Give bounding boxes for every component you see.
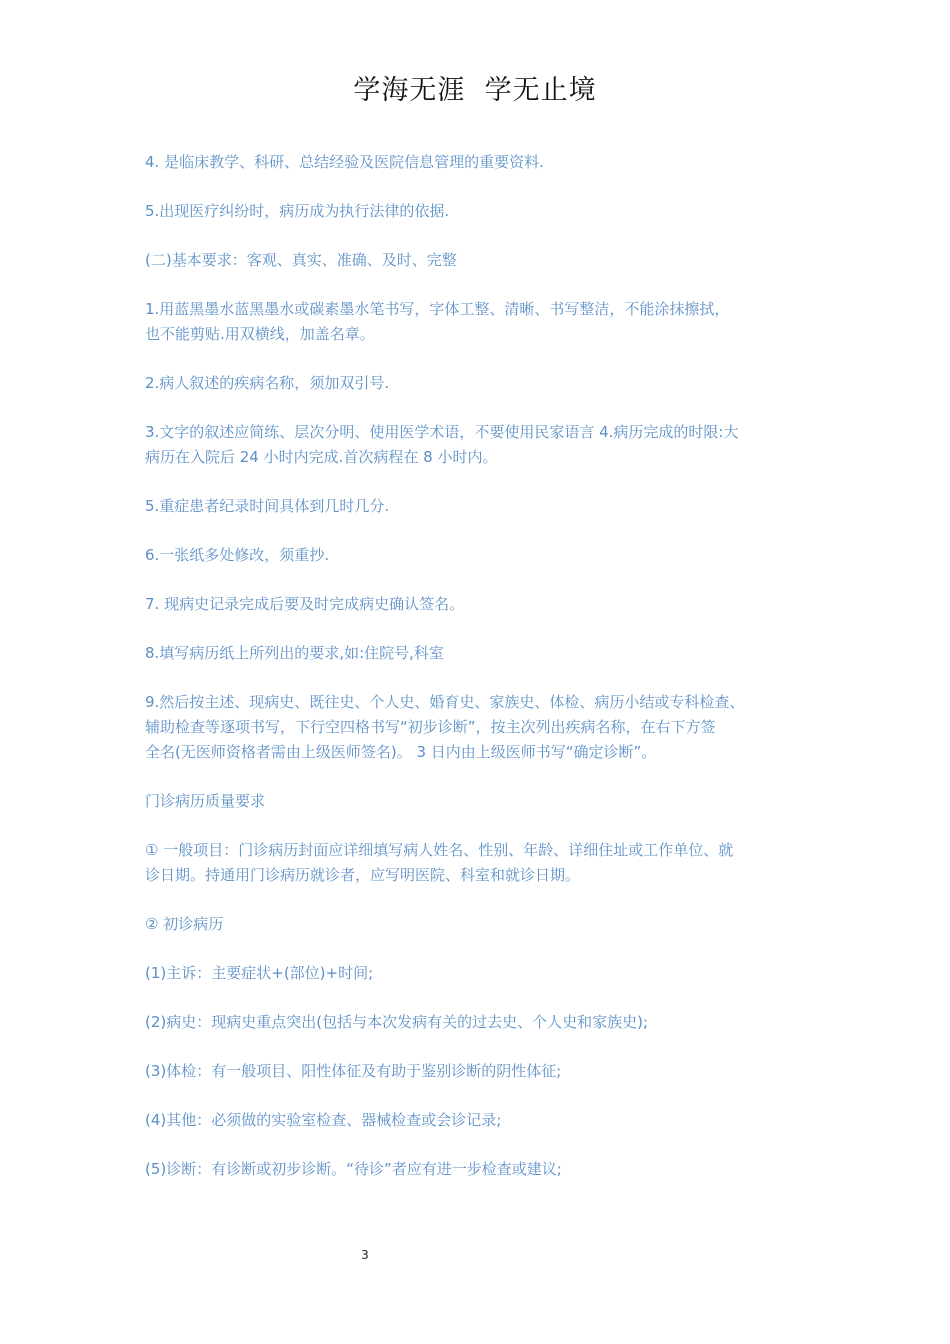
document-body (145, 150, 817, 1206)
body-paragraph (145, 838, 817, 888)
paragraph-line: 9.然后按主述、现病史、既往史、个人史、婚育史、家族史、体检、病历小结或专科检查、 (145, 693, 745, 711)
paragraph-line: (5)诊断：有诊断或初步诊断。“待诊”者应有进一步检查或建议; (145, 1160, 562, 1178)
body-paragraph (145, 371, 817, 396)
page-header-title: 学海无涯 学无止境 (353, 75, 597, 106)
paragraph-line: (4)其他：必须做的实验室检查、器械检查或会诊记录; (145, 1111, 502, 1129)
paragraph-line: (3)体检：有一般项目、阳性体征及有助于鉴别诊断的阴性体征; (145, 1062, 562, 1080)
body-paragraph (145, 150, 817, 175)
body-paragraph (145, 420, 817, 470)
paragraph-line: 7. 现病史记录完成后要及时完成病史确认签名。 (145, 595, 465, 613)
body-paragraph (145, 199, 817, 224)
body-paragraph (145, 961, 817, 986)
body-paragraph (145, 494, 817, 519)
body-paragraph (145, 297, 817, 347)
paragraph-line: (二)基本要求：客观、真实、准确、及时、完整 (145, 251, 457, 269)
body-paragraph (145, 248, 817, 273)
paragraph-line: 4. 是临床教学、科研、总结经验及医院信息管理的重要资料. (145, 153, 544, 171)
body-paragraph (145, 1059, 817, 1084)
paragraph-line: ① 一般项目：门诊病历封面应详细填写病人姓名、性别、年龄、详细住址或工作单位、就 (145, 841, 734, 859)
body-paragraph (145, 592, 817, 617)
paragraph-line: 辅助检查等逐项书写，下行空四格书写“初步诊断”，按主次列出疾病名称，在右下方签 (145, 718, 716, 736)
body-paragraph (145, 789, 817, 814)
paragraph-line: 1.用蓝黑墨水蓝黑墨水或碳素墨水笔书写，字体工整、清晰、书写整洁，不能涂抹擦拭， (145, 300, 730, 318)
body-paragraph (145, 1108, 817, 1133)
paragraph-line: 全名(无医师资格者需由上级医师签名)。 3 日内由上级医师书写“确定诊断”。 (145, 743, 657, 761)
body-paragraph (145, 1157, 817, 1182)
body-paragraph (145, 1010, 817, 1035)
paragraph-line: 也不能剪贴.用双横线，加盖名章。 (145, 325, 375, 343)
paragraph-line: 门诊病历质量要求 (145, 792, 266, 810)
body-paragraph (145, 912, 817, 937)
paragraph-line: 5.重症患者纪录时间具体到几时几分. (145, 497, 390, 515)
body-paragraph (145, 690, 817, 765)
body-paragraph (145, 641, 817, 666)
paragraph-line: 诊日期。持通用门诊病历就诊者，应写明医院、科室和就诊日期。 (145, 866, 581, 884)
paragraph-line: (2)病史：现病史重点突出(包括与本次发病有关的过去史、个人史和家族史); (145, 1013, 649, 1031)
paragraph-line: (1)主诉：主要症状+(部位)+时间; (145, 964, 374, 982)
paragraph-line: 病历在入院后 24 小时内完成.首次病程在 8 小时内。 (145, 448, 498, 466)
paragraph-line: 2.病人叙述的疾病名称，须加双引号. (145, 374, 390, 392)
body-paragraph (145, 543, 817, 568)
paragraph-line: 8.填写病历纸上所列出的要求,如:住院号,科室 (145, 644, 444, 662)
paragraph-line: ② 初诊病历 (145, 915, 224, 933)
paragraph-line: 6.一张纸多处修改，须重抄. (145, 546, 330, 564)
page-number: 3 (361, 1248, 369, 1262)
paragraph-line: 3.文字的叙述应简练、层次分明、使用医学术语，不要使用民家语言 4.病历完成的时限:大 (145, 423, 739, 441)
paragraph-line: 5.出现医疗纠纷时，病历成为执行法律的依据. (145, 202, 450, 220)
